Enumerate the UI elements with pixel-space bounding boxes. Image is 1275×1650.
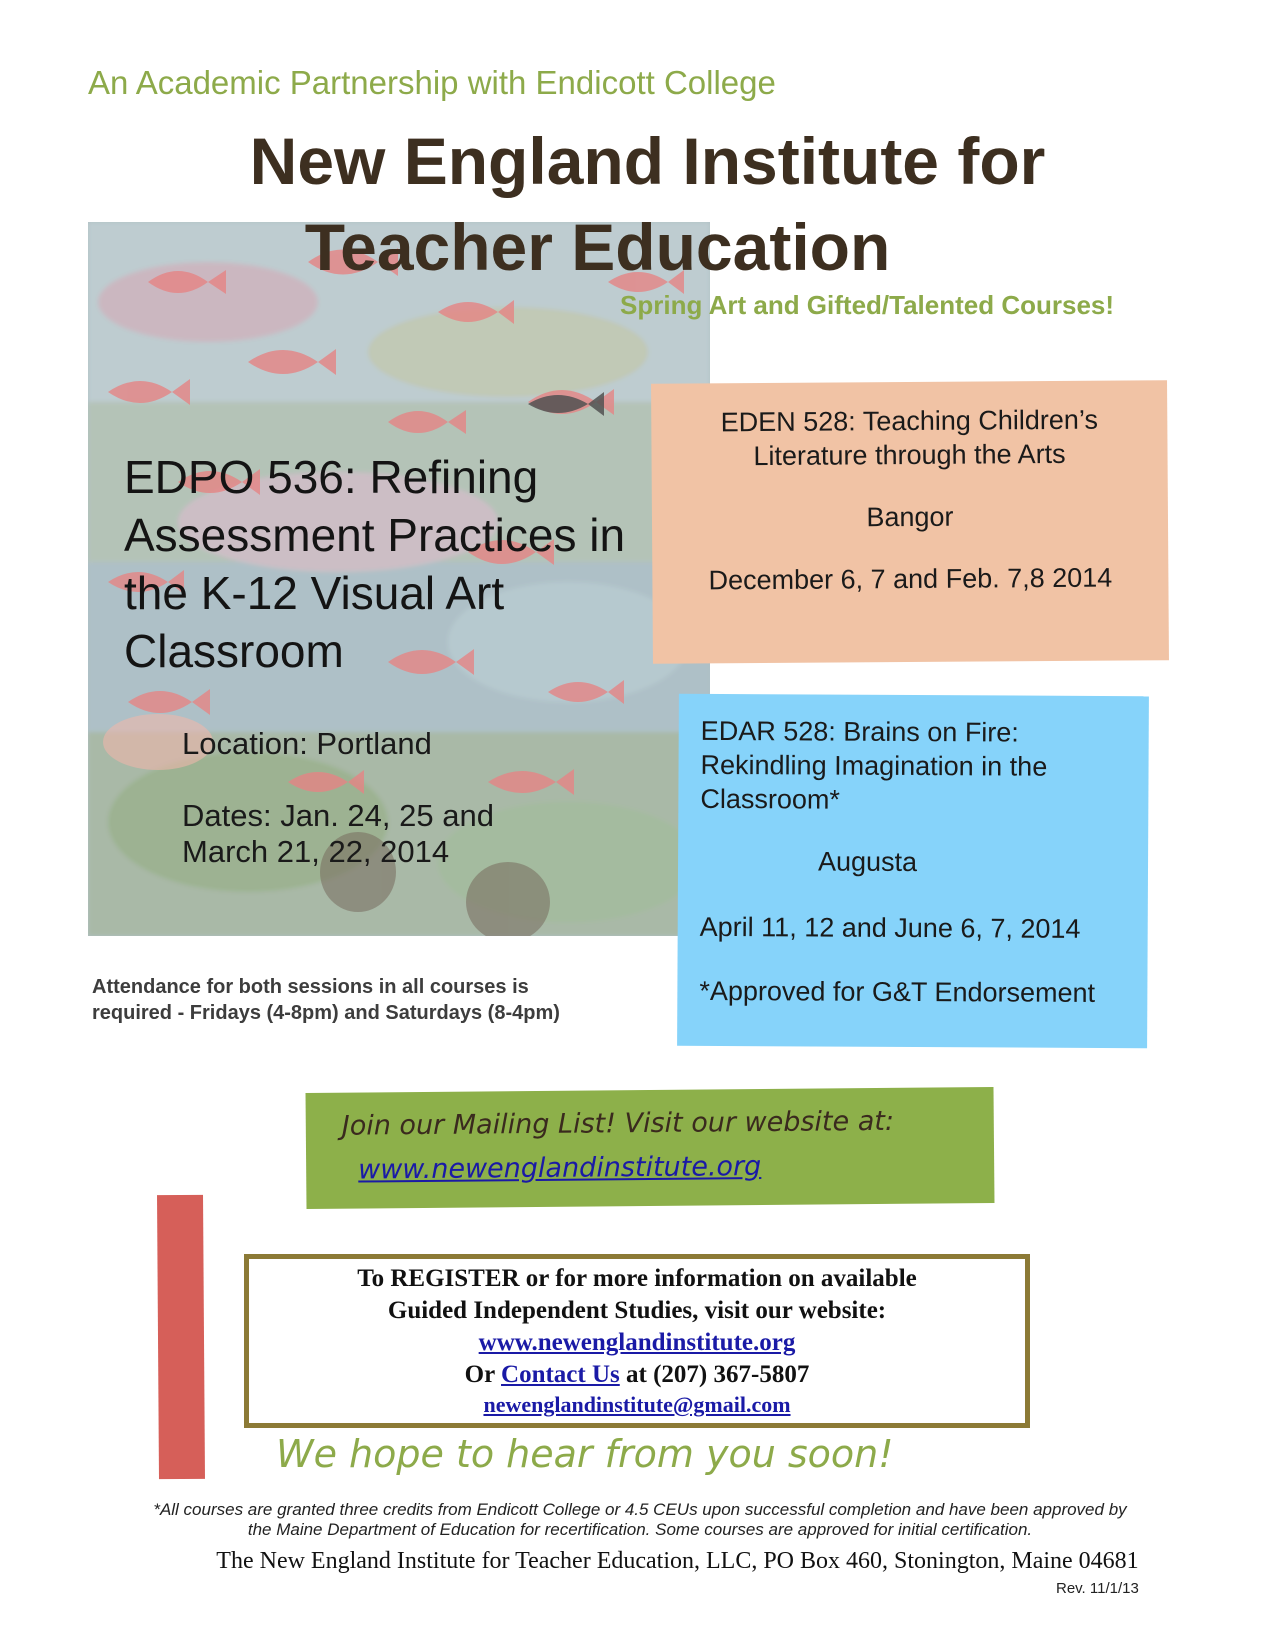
course-edpo-536 — [124, 448, 684, 870]
course-edar-528 — [677, 694, 1149, 1048]
email-link[interactable]: newenglandinstitute@gmail.com — [483, 1392, 791, 1417]
course-edar-title-line2: Rekindling Imagination in the — [700, 749, 1048, 782]
register-website-link[interactable]: www.newenglandinstitute.org — [478, 1329, 796, 1356]
course-edar-note: *Approved for G&T Endorsement — [699, 975, 1096, 1008]
course-eden-dates: December 6, 7 and Feb. 7,8 2014 — [708, 562, 1113, 596]
course-eden-location: Bangor — [866, 501, 954, 533]
mailing-website-link[interactable]: www.newenglandinstitute.org — [358, 1151, 762, 1186]
course-edpo-dates — [182, 798, 684, 870]
partnership-tagline: An Academic Partnership with Endicott College — [88, 64, 776, 101]
register-or-text: Or — [464, 1361, 502, 1388]
closing-message: We hope to hear from you soon! — [276, 1432, 894, 1476]
register-info-box — [244, 1254, 1030, 1428]
mailing-list-banner — [306, 1087, 995, 1209]
attendance-note — [92, 974, 560, 1026]
course-edar-location: Augusta — [817, 846, 918, 878]
course-edar-title — [700, 714, 1149, 818]
attendance-line2: required - Fridays (4-8pm) and Saturdays (8-4pm) — [92, 1002, 560, 1024]
footnote-line2: the Maine Department of Education for recertification. Some courses are approved for initial certification. — [247, 1520, 1033, 1539]
course-edpo-location: Location: Portland — [182, 726, 432, 761]
revision-date: Rev. 11/1/13 — [1056, 1580, 1139, 1597]
course-edpo-title: EDPO 536: Refining Assessment Practices in the K-12 Visual Art Classroom — [124, 451, 626, 677]
register-phone: at (207) 367-5807 — [619, 1361, 810, 1388]
register-contact-line — [249, 1359, 1025, 1391]
footnote — [110, 1500, 1170, 1540]
register-line2: Guided Independent Studies, visit our website: — [387, 1297, 887, 1324]
mailing-list-text: Join our Mailing List! Visit our website at: — [341, 1105, 895, 1142]
page-title-line1: New England Institute for — [249, 124, 1046, 198]
attendance-line1: Attendance for both sessions in all courses is — [92, 976, 529, 998]
page-title-line2: Teacher Education — [304, 210, 891, 284]
course-edar-dates: April 11, 12 and June 6, 7, 2014 — [699, 911, 1081, 944]
register-line1: To REGISTER or for more information on available — [357, 1265, 917, 1292]
footnote-line1: *All courses are granted three credits from Endicott College or 4.5 CEUs upon successful completion and have been approved by — [153, 1500, 1127, 1519]
course-eden-title-line2: Literature through the Arts — [753, 438, 1066, 472]
course-eden-title-line1: EDEN 528: Teaching Children’s — [720, 404, 1099, 438]
course-edar-title-line1: EDAR 528: Brains on Fire: — [700, 715, 1019, 748]
contact-us-link[interactable]: Contact Us — [501, 1361, 620, 1388]
course-eden-528 — [651, 380, 1169, 664]
course-edpo-dates-line2: March 21, 22, 2014 — [182, 834, 450, 869]
decorative-red-bar — [157, 1195, 205, 1479]
page-subtitle: Spring Art and Gifted/Talented Courses! — [620, 290, 1115, 320]
mailing-address: The New England Institute for Teacher Education, LLC, PO Box 460, Stonington, Maine 04681 — [216, 1548, 1139, 1574]
course-eden-title — [651, 402, 1167, 474]
course-edpo-dates-line1: Dates: Jan. 24, 25 and — [182, 798, 494, 833]
course-edar-title-line3: Classroom* — [700, 783, 840, 815]
page-title — [0, 118, 1275, 290]
